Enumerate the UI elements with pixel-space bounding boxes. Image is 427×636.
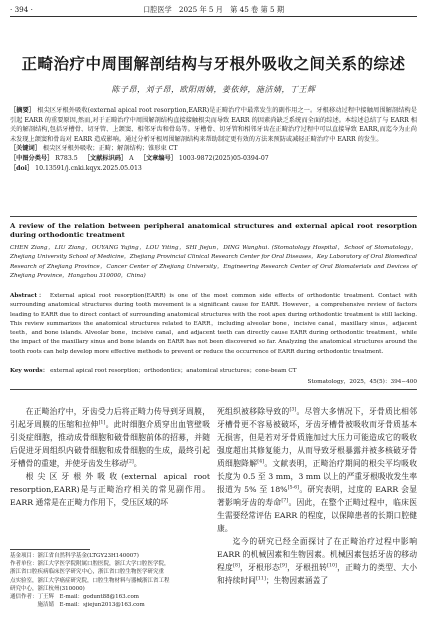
body-paragraph [217, 405, 417, 535]
ref-mark: [1] [98, 420, 106, 426]
english-abstract [10, 292, 417, 357]
footnote-affiliation: 作者单位：浙江大学医学院附属口腔医院，浙江大学口腔医学院， [10, 561, 170, 568]
abstract-cn-body [10, 106, 417, 144]
footnote-corresponding: 通信作者：丁王辉 E-mail：godunt88@163.com [10, 594, 139, 601]
paper-title: 正畸治疗中周围解剖结构与牙根外吸收之间关系的综述 [21, 54, 406, 73]
journal-issue: 口腔医学 2025 年 5 月 第 45 卷 第 5 期 [142, 5, 285, 14]
footnote-corresponding: 施洁婧 E-mail：sjiejun2013@163.com [10, 602, 145, 609]
text-run: ，牙根形态 [239, 563, 281, 572]
classification-line [10, 154, 417, 164]
doi-value: 10.13591/j.cnki.kqyx.2025.05.013 [35, 164, 142, 172]
ref-mark: [7] [281, 498, 289, 504]
english-keywords-label: Key words： [10, 368, 49, 374]
body-column-left [10, 405, 210, 509]
divider-top [10, 216, 417, 217]
text-run: ，正畸力的类型、大小和持续时间 [217, 563, 418, 585]
english-affiliation: (Stomatology Hospital，School of Stomatology，Zhejiang University School of Medicine，Zhejiang Provincial Clinical Research Center for Oral Diseases，Key Laboratory of Oral Biomedical Research of Zhejiang Province，Cancer Center of Zhejiang University，Engineering Research Center of Oral Biomaterials and Devices of Zhejiang Province，Hangzhou 310000，China) [10, 245, 417, 279]
body-column-right [217, 405, 417, 587]
footnote-affiliation: 研究中心，浙江杭州(310000) [10, 585, 85, 592]
english-title: A review of the relation between peripheral anatomical structures and external apical root resorption during orthodontic treatment [10, 222, 417, 240]
ref-mark: [2] [126, 459, 134, 465]
english-keywords [10, 367, 417, 376]
footnotes [10, 552, 210, 609]
text-run: 死组织被移除导致的 [217, 407, 290, 416]
doc-code-value: A [129, 154, 134, 162]
text-run: 在正畸治疗中，牙齿受力后将正畸力传导到牙周膜，引起牙周膜的压缩和拉伸 [10, 407, 210, 429]
author-list: 陈子昂，刘子昂，欧阳雨婧，姜依婷，施洁婧，丁王辉 [111, 85, 316, 94]
footnote-affiliation: 点实验室，浙江大学癌症研究院，口腔生物材料与器械浙江省工程 [10, 577, 170, 584]
english-abstract-text: External apical root resorption(EARR) is one of the most common side effects of orthodontic treatment. Contact with surrounding anatomical structures during tooth movement is a significant cause for EARR. However，a comprehensive review of factors leading to EARR due to direct contact of surrounding anatomical structures with the root apex during orthodontic treatment is still lacking. This review summarizes the anatomical structures related to EARR，including alveolar bone，incisive canal，maxillary sinus，adjacent teeth，and bone islands. Alveolar bone，incisive canal，and adjacent teeth can directly cause EARR during orthodontic treatment，while the impact of the maxillary sinus and bone islands on EARR has not been discovered so far. Analyzing the anatomical structures around the tooth roots can help develop more effective methods to prevent or reduce the occurrence of EARR during orthodontic treatment. [10, 293, 417, 355]
ref-mark: [3] [289, 407, 297, 413]
ref-mark: [11] [255, 576, 266, 582]
chinese-abstract [10, 106, 417, 173]
clc-label: ［中图分类号］ [10, 154, 54, 162]
text-run: 。研究表明，过度的 EARR 会显著影响牙齿的寿命 [217, 485, 417, 507]
keywords-cn-text: 根尖区牙根外吸收；正畸；解剖结构；锥形束 CT [42, 145, 178, 153]
english-author-names: CHEN Ziang，LIU Ziang，OUYANG Yujing，LOU Yiting，SHI Jiejun，DING Wanghui. [10, 245, 270, 251]
article-no-value: 1003-9872(2025)05-0394-07 [178, 154, 269, 162]
article-no-label: ［文章编号］ [139, 154, 177, 162]
footnote-divider [10, 549, 90, 550]
text-run: 。文献表明，正畸治疗期间的根尖平均吸收长度为 0.5 至 3 mm，3 mm 以上的严重牙根吸收发生率报道为 5% 至 18% [217, 459, 418, 494]
doc-code-label: ［文献标识码］ [83, 154, 128, 162]
text-run: 。此时细胞介质穿出血管壁吸引炎症细胞，推动成骨细胞和破骨细胞前体的招募，并随后促进牙周组织内破骨细胞和成骨细胞的生成，最终引起牙槽骨的重建，并使牙齿发生移动 [10, 420, 211, 468]
ref-mark: [9] [280, 563, 287, 569]
clc-value: R783.5 [55, 154, 78, 162]
text-run: ，牙根扭转 [286, 563, 328, 572]
text-run: ；生物因素涵盖了 [265, 576, 329, 585]
footnote-funding: 基金项目：浙江省自然科学基金(LTGY23H140007) [10, 553, 139, 559]
footnote-affiliation: 浙江省口腔疾病临床医学研究中心，浙江省口腔生物医学研究重 [10, 569, 165, 576]
body-paragraph [217, 535, 417, 587]
text-run: 迄今的研究已经全面探讨了在正畸治疗过程中影响 EARR 的机械因素和生物因素。机械因素包括牙齿的移动程度 [217, 537, 417, 572]
ref-mark: [5-6] [287, 485, 300, 491]
text-run: 。尽管大多情况下，牙骨质比相邻牙槽骨更不容易被破坏，牙齿牙槽骨被吸收而牙骨质基本无损害，但是若对牙骨质施加过大压力可能造成它的吸收强度超出其修复能力，从而导致牙根暴露并被多核破牙骨质细胞降解 [217, 407, 418, 468]
text-run: 。因此，在整个正畸过程中，临床医生需要经常评估 EARR 的程度，以保障患者的长期口腔健康。 [217, 498, 418, 533]
ref-mark: [8] [233, 563, 240, 569]
body-paragraph: 根尖区牙根外吸收(external apical root resorption,EARR)是与正畸治疗相关的常见副作用。EARR 通常是在正畸力作用下，受压区域的坏 [10, 472, 210, 507]
abstract-cn-text: 根尖区牙根外吸收(external apical root resorption,EARR)是正畸治疗中最常发生的副作用之一。牙根移动过程中接触周围解剖结构是引起 EARR 的重要原因,然而,对于正畸治疗中周围解剖结构直接接触根尖而导致 EARR 的因素尚缺乏系统而全面的综述。本综述总结了与 EARR 相关的解剖结构,包括牙槽骨、切牙管、上颌窦、相邻牙齿和骨岛等。牙槽骨、切牙管和相邻牙齿在正畸治疗过程中可以直接导致 EARR,而迄今为止尚未发现上颌窦和骨岛对 EARR 造成影响。通过分析牙根周围解剖结构来帮助制定更有效的方法来预防或减轻正畸治疗中 EARR 的发生。 [10, 107, 417, 143]
citation: Stomatology，2025，45(5)：394−400 [307, 379, 417, 385]
divider-bottom [10, 389, 417, 390]
english-keywords-text: external apical root resorption；orthodontics；anatomical structures；cone-beam CT [50, 368, 297, 374]
ref-mark: [10] [327, 563, 337, 569]
page-number: · 394 · [10, 5, 33, 14]
doi-label: ［doi］ [10, 164, 34, 172]
doi-line [10, 164, 417, 174]
keywords-cn [10, 144, 417, 154]
abstract-cn-label: ［摘要］ [10, 107, 36, 114]
body-paragraph [10, 405, 210, 470]
keywords-cn-label: ［关键词］ [10, 145, 41, 153]
text-run: 。 [133, 459, 142, 468]
english-abstract-label: Abstract： [10, 293, 47, 299]
english-authors [10, 244, 417, 281]
running-header [10, 4, 417, 17]
ref-mark: [4] [257, 459, 265, 465]
